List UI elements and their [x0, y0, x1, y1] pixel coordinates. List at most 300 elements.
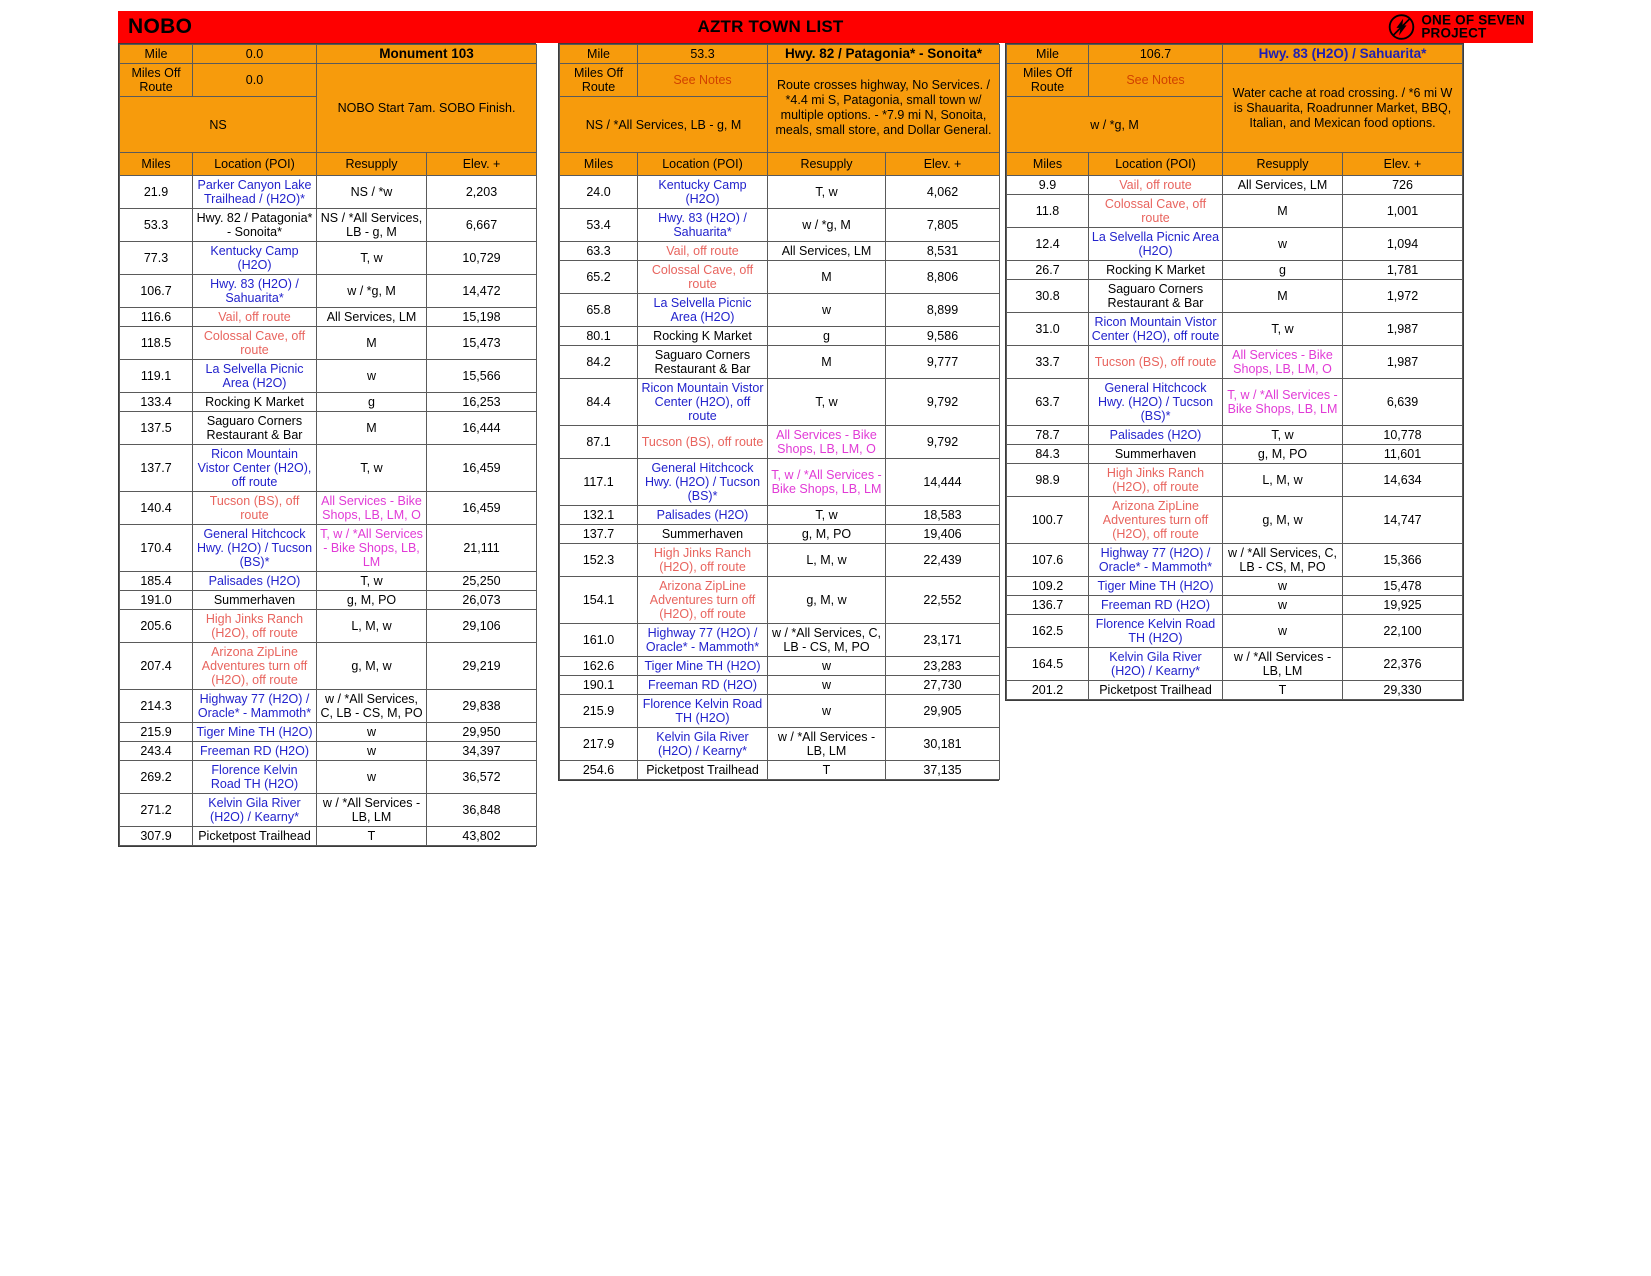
cell-elevation: 9,792	[886, 379, 1000, 426]
segment-note: Route crosses highway, No Services. / *4.4 mi S, Patagonia, small town w/ multiple options. - *7.9 mi N, Sonoita, meals, small store, and Dollar General.	[768, 64, 1000, 153]
cell-elevation: 29,219	[427, 643, 537, 690]
cell-miles: 21.9	[120, 176, 193, 209]
page-title: AZTR TOWN LIST	[697, 17, 844, 36]
cell-resupply: w / *g, M	[317, 275, 427, 308]
cell-elevation: 29,905	[886, 695, 1000, 728]
cell-location: Arizona ZipLine Adventures turn off (H2O), off route	[1089, 497, 1223, 544]
cell-location: Tiger Mine TH (H2O)	[1089, 577, 1223, 596]
cell-location: Colossal Cave, off route	[638, 261, 768, 294]
header-row-mile	[1007, 45, 1463, 64]
cell-location: Kelvin Gila River (H2O) / Kearny*	[193, 794, 317, 827]
column-header-row	[120, 153, 537, 176]
header-row-mile	[560, 45, 1000, 64]
cell-elevation: 25,250	[427, 572, 537, 591]
table-row	[120, 827, 537, 846]
table-row	[120, 525, 537, 572]
cell-resupply: w	[317, 723, 427, 742]
table-row	[120, 176, 537, 209]
table-row	[1007, 426, 1463, 445]
table-2-body	[560, 45, 1000, 780]
services-summary: w / *g, M	[1007, 97, 1223, 153]
cell-elevation: 19,925	[1343, 596, 1463, 615]
cell-miles: 116.6	[120, 308, 193, 327]
cell-resupply: L, M, w	[1223, 464, 1343, 497]
table-row	[1007, 379, 1463, 426]
cell-location: Freeman RD (H2O)	[1089, 596, 1223, 615]
mile-label: Mile	[1007, 45, 1089, 64]
cell-miles: 215.9	[120, 723, 193, 742]
cell-elevation: 16,444	[427, 412, 537, 445]
cell-location: Arizona ZipLine Adventures turn off (H2O), off route	[193, 643, 317, 690]
table-block-3	[1005, 43, 1464, 701]
cell-miles: 217.9	[560, 728, 638, 761]
cell-elevation: 4,062	[886, 176, 1000, 209]
cell-miles: 137.7	[120, 445, 193, 492]
cell-resupply: w / *All Services - LB, LM	[1223, 648, 1343, 681]
table-block-2	[558, 43, 999, 781]
cell-location: Saguaro Corners Restaurant & Bar	[638, 346, 768, 379]
table-row	[560, 261, 1000, 294]
cell-location: Tucson (BS), off route	[1089, 346, 1223, 379]
column-header-resupply: Resupply	[768, 153, 886, 176]
table-row	[560, 525, 1000, 544]
cell-elevation: 30,181	[886, 728, 1000, 761]
column-header-row	[560, 153, 1000, 176]
cell-miles: 117.1	[560, 459, 638, 506]
table-row	[1007, 544, 1463, 577]
miles-off-route-value: See Notes	[638, 64, 768, 97]
cell-location: Freeman RD (H2O)	[193, 742, 317, 761]
cell-elevation: 36,572	[427, 761, 537, 794]
miles-off-route-value: See Notes	[1089, 64, 1223, 97]
cell-elevation: 14,472	[427, 275, 537, 308]
cell-elevation: 29,106	[427, 610, 537, 643]
cell-miles: 53.4	[560, 209, 638, 242]
cell-resupply: w / *All Services, C, LB - CS, M, PO	[768, 624, 886, 657]
cell-elevation: 29,330	[1343, 681, 1463, 700]
table-row	[560, 695, 1000, 728]
cell-miles: 162.5	[1007, 615, 1089, 648]
cell-elevation: 6,639	[1343, 379, 1463, 426]
cell-resupply: T, w	[317, 242, 427, 275]
cell-location: Summerhaven	[193, 591, 317, 610]
cell-miles: 9.9	[1007, 176, 1089, 195]
cell-elevation: 26,073	[427, 591, 537, 610]
table-row	[1007, 445, 1463, 464]
cell-miles: 33.7	[1007, 346, 1089, 379]
cell-miles: 205.6	[120, 610, 193, 643]
cell-miles: 136.7	[1007, 596, 1089, 615]
table-row	[1007, 577, 1463, 596]
cell-location: Ricon Mountain Vistor Center (H2O), off route	[193, 445, 317, 492]
cell-resupply: All Services - Bike Shops, LB, LM, O	[1223, 346, 1343, 379]
cell-elevation: 15,366	[1343, 544, 1463, 577]
cell-resupply: T, w	[1223, 426, 1343, 445]
cell-resupply: g, M, w	[317, 643, 427, 690]
mile-value: 0.0	[193, 45, 317, 64]
cell-resupply: T, w	[317, 445, 427, 492]
cell-resupply: w	[317, 742, 427, 761]
column-header-location: Location (POI)	[193, 153, 317, 176]
cell-miles: 106.7	[120, 275, 193, 308]
cell-miles: 137.5	[120, 412, 193, 445]
table-row	[1007, 681, 1463, 700]
cell-miles: 243.4	[120, 742, 193, 761]
table-row	[560, 657, 1000, 676]
header-row-miles-off-route	[1007, 64, 1463, 97]
table-row	[1007, 280, 1463, 313]
cell-resupply: w / *All Services, C, LB - CS, M, PO	[317, 690, 427, 723]
cell-miles: 271.2	[120, 794, 193, 827]
cell-resupply: M	[768, 261, 886, 294]
column-header-resupply: Resupply	[1223, 153, 1343, 176]
cell-location: Rocking K Market	[193, 393, 317, 412]
miles-off-route-label: Miles Off Route	[1007, 64, 1089, 97]
cell-resupply: All Services - Bike Shops, LB, LM, O	[768, 426, 886, 459]
table-row	[120, 761, 537, 794]
cell-miles: 84.3	[1007, 445, 1089, 464]
cell-resupply: w	[768, 294, 886, 327]
nobo-label: NOBO	[128, 15, 193, 38]
cell-resupply: w / *All Services - LB, LM	[768, 728, 886, 761]
cell-location: Hwy. 83 (H2O) / Sahuarita*	[193, 275, 317, 308]
cell-elevation: 23,283	[886, 657, 1000, 676]
column-header-elev: Elev. +	[1343, 153, 1463, 176]
cell-location: High Jinks Ranch (H2O), off route	[193, 610, 317, 643]
cell-elevation: 22,100	[1343, 615, 1463, 648]
cell-location: Hwy. 82 / Patagonia* - Sonoita*	[193, 209, 317, 242]
cell-elevation: 726	[1343, 176, 1463, 195]
cell-location: General Hitchcock Hwy. (H2O) / Tucson (BS)*	[638, 459, 768, 506]
cell-miles: 207.4	[120, 643, 193, 690]
cell-resupply: M	[1223, 280, 1343, 313]
cell-elevation: 14,634	[1343, 464, 1463, 497]
table-row	[120, 591, 537, 610]
cell-miles: 214.3	[120, 690, 193, 723]
cell-elevation: 22,376	[1343, 648, 1463, 681]
mile-value: 53.3	[638, 45, 768, 64]
table-row	[560, 379, 1000, 426]
table-row	[120, 327, 537, 360]
table-row	[120, 690, 537, 723]
cell-location: Kentucky Camp (H2O)	[193, 242, 317, 275]
one-of-seven-project-logo	[1388, 14, 1525, 41]
cell-miles: 201.2	[1007, 681, 1089, 700]
table-row	[1007, 176, 1463, 195]
cell-miles: 84.2	[560, 346, 638, 379]
cell-elevation: 11,601	[1343, 445, 1463, 464]
segment-note: Water cache at road crossing. / *6 mi W is Shauarita, Roadrunner Market, BBQ, Italian, and Mexican food options.	[1223, 64, 1463, 153]
cell-elevation: 23,171	[886, 624, 1000, 657]
column-header-location: Location (POI)	[638, 153, 768, 176]
column-header-miles: Miles	[560, 153, 638, 176]
cell-location: La Selvella Picnic Area (H2O)	[638, 294, 768, 327]
cell-elevation: 9,777	[886, 346, 1000, 379]
cell-resupply: w	[1223, 596, 1343, 615]
cell-elevation: 9,586	[886, 327, 1000, 346]
table-block-1	[118, 43, 536, 847]
table-row	[1007, 464, 1463, 497]
cell-miles: 87.1	[560, 426, 638, 459]
table-row	[120, 445, 537, 492]
cell-resupply: g, M, w	[768, 577, 886, 624]
cell-location: High Jinks Ranch (H2O), off route	[1089, 464, 1223, 497]
cell-elevation: 18,583	[886, 506, 1000, 525]
table-row	[560, 544, 1000, 577]
cell-resupply: w	[768, 695, 886, 728]
cell-resupply: T	[768, 761, 886, 780]
miles-off-route-value: 0.0	[193, 64, 317, 97]
cell-miles: 65.2	[560, 261, 638, 294]
table-3-body	[1007, 45, 1463, 700]
title-banner	[118, 11, 1533, 43]
table-row	[560, 728, 1000, 761]
cell-resupply: w	[1223, 577, 1343, 596]
mile-value: 106.7	[1089, 45, 1223, 64]
cell-location: Colossal Cave, off route	[193, 327, 317, 360]
table-row	[560, 242, 1000, 261]
cell-miles: 132.1	[560, 506, 638, 525]
cell-elevation: 10,729	[427, 242, 537, 275]
cell-elevation: 16,459	[427, 445, 537, 492]
cell-miles: 12.4	[1007, 228, 1089, 261]
services-summary: NS / *All Services, LB - g, M	[560, 97, 768, 153]
table-row	[1007, 648, 1463, 681]
column-header-elev: Elev. +	[427, 153, 537, 176]
mile-label: Mile	[120, 45, 193, 64]
cell-location: Ricon Mountain Vistor Center (H2O), off route	[638, 379, 768, 426]
cell-miles: 118.5	[120, 327, 193, 360]
header-row-mile	[120, 45, 537, 64]
cell-location: Palisades (H2O)	[193, 572, 317, 591]
cell-resupply: T, w	[768, 506, 886, 525]
cell-elevation: 27,730	[886, 676, 1000, 695]
cell-miles: 30.8	[1007, 280, 1089, 313]
table-row	[120, 643, 537, 690]
cell-resupply: w / *g, M	[768, 209, 886, 242]
cell-miles: 26.7	[1007, 261, 1089, 280]
cell-elevation: 8,531	[886, 242, 1000, 261]
table-row	[120, 412, 537, 445]
cell-elevation: 22,552	[886, 577, 1000, 624]
cell-resupply: All Services, LM	[317, 308, 427, 327]
cell-resupply: w	[768, 676, 886, 695]
cell-resupply: M	[317, 327, 427, 360]
table-row	[1007, 615, 1463, 648]
cell-elevation: 6,667	[427, 209, 537, 242]
segment-title: Hwy. 83 (H2O) / Sahuarita*	[1223, 45, 1463, 64]
cell-miles: 191.0	[120, 591, 193, 610]
cell-resupply: T, w	[317, 572, 427, 591]
logo-wordmark	[1421, 12, 1525, 40]
cell-location: Vail, off route	[193, 308, 317, 327]
cell-miles: 154.1	[560, 577, 638, 624]
cell-resupply: All Services - Bike Shops, LB, LM, O	[317, 492, 427, 525]
cell-location: General Hitchcock Hwy. (H2O) / Tucson (BS)*	[1089, 379, 1223, 426]
table-row	[560, 426, 1000, 459]
town-list-table-2	[559, 44, 1000, 780]
cell-location: Tiger Mine TH (H2O)	[193, 723, 317, 742]
cell-miles: 65.8	[560, 294, 638, 327]
table-row	[1007, 313, 1463, 346]
cell-location: Rocking K Market	[638, 327, 768, 346]
column-header-elev: Elev. +	[886, 153, 1000, 176]
cell-miles: 84.4	[560, 379, 638, 426]
cell-location: Parker Canyon Lake Trailhead / (H2O)*	[193, 176, 317, 209]
table-row	[120, 275, 537, 308]
segment-title: Monument 103	[317, 45, 537, 64]
table-row	[120, 492, 537, 525]
segment-note: NOBO Start 7am. SOBO Finish.	[317, 64, 537, 153]
cell-location: Picketpost Trailhead	[1089, 681, 1223, 700]
cell-resupply: w / *All Services, C, LB - CS, M, PO	[1223, 544, 1343, 577]
cell-location: General Hitchcock Hwy. (H2O) / Tucson (BS)*	[193, 525, 317, 572]
cell-miles: 161.0	[560, 624, 638, 657]
cell-elevation: 1,094	[1343, 228, 1463, 261]
cell-location: Highway 77 (H2O) / Oracle* - Mammoth*	[193, 690, 317, 723]
cell-resupply: NS / *All Services, LB - g, M	[317, 209, 427, 242]
cell-miles: 63.7	[1007, 379, 1089, 426]
cell-location: Kentucky Camp (H2O)	[638, 176, 768, 209]
cell-resupply: L, M, w	[317, 610, 427, 643]
table-row	[120, 723, 537, 742]
cell-elevation: 19,406	[886, 525, 1000, 544]
cell-miles: 162.6	[560, 657, 638, 676]
cell-resupply: g, M, PO	[1223, 445, 1343, 464]
cell-miles: 31.0	[1007, 313, 1089, 346]
cell-location: Rocking K Market	[1089, 261, 1223, 280]
cell-resupply: g	[768, 327, 886, 346]
cell-location: Florence Kelvin Road TH (H2O)	[193, 761, 317, 794]
services-summary: NS	[120, 97, 317, 153]
table-row	[1007, 497, 1463, 544]
column-header-miles: Miles	[120, 153, 193, 176]
cell-location: La Selvella Picnic Area (H2O)	[193, 360, 317, 393]
cell-resupply: T, w	[1223, 313, 1343, 346]
table-row	[120, 572, 537, 591]
town-list-table-3	[1006, 44, 1463, 700]
table-row	[560, 506, 1000, 525]
table-row	[1007, 346, 1463, 379]
cell-elevation: 16,253	[427, 393, 537, 412]
cell-resupply: M	[768, 346, 886, 379]
table-row	[120, 742, 537, 761]
cell-miles: 254.6	[560, 761, 638, 780]
cell-location: Kelvin Gila River (H2O) / Kearny*	[638, 728, 768, 761]
cell-location: Florence Kelvin Road TH (H2O)	[638, 695, 768, 728]
column-header-resupply: Resupply	[317, 153, 427, 176]
cell-location: Saguaro Corners Restaurant & Bar	[1089, 280, 1223, 313]
cell-elevation: 1,987	[1343, 346, 1463, 379]
cell-resupply: M	[317, 412, 427, 445]
cell-resupply: w	[317, 360, 427, 393]
cell-miles: 80.1	[560, 327, 638, 346]
table-row	[1007, 195, 1463, 228]
miles-off-route-label: Miles Off Route	[120, 64, 193, 97]
cell-miles: 100.7	[1007, 497, 1089, 544]
cell-miles: 140.4	[120, 492, 193, 525]
table-row	[560, 176, 1000, 209]
column-header-location: Location (POI)	[1089, 153, 1223, 176]
cell-elevation: 34,397	[427, 742, 537, 761]
table-row	[1007, 228, 1463, 261]
cell-resupply: NS / *w	[317, 176, 427, 209]
mile-label: Mile	[560, 45, 638, 64]
cell-resupply: w / *All Services - LB, LM	[317, 794, 427, 827]
cell-elevation: 14,444	[886, 459, 1000, 506]
cell-miles: 11.8	[1007, 195, 1089, 228]
cell-location: Picketpost Trailhead	[193, 827, 317, 846]
cell-miles: 63.3	[560, 242, 638, 261]
cell-elevation: 29,838	[427, 690, 537, 723]
cell-elevation: 9,792	[886, 426, 1000, 459]
cell-location: Palisades (H2O)	[638, 506, 768, 525]
segment-title: Hwy. 82 / Patagonia* - Sonoita*	[768, 45, 1000, 64]
table-row	[120, 610, 537, 643]
column-header-miles: Miles	[1007, 153, 1089, 176]
cell-resupply: T, w	[768, 379, 886, 426]
table-row	[120, 393, 537, 412]
cell-location: Saguaro Corners Restaurant & Bar	[193, 412, 317, 445]
cell-location: Tiger Mine TH (H2O)	[638, 657, 768, 676]
cell-resupply: g, M, PO	[768, 525, 886, 544]
cell-elevation: 14,747	[1343, 497, 1463, 544]
cell-miles: 215.9	[560, 695, 638, 728]
cell-elevation: 37,135	[886, 761, 1000, 780]
cell-elevation: 2,203	[427, 176, 537, 209]
cell-elevation: 21,111	[427, 525, 537, 572]
logo-line-2: PROJECT	[1421, 25, 1487, 40]
cell-location: La Selvella Picnic Area (H2O)	[1089, 228, 1223, 261]
miles-off-route-label: Miles Off Route	[560, 64, 638, 97]
cell-miles: 119.1	[120, 360, 193, 393]
cell-elevation: 8,899	[886, 294, 1000, 327]
cell-miles: 164.5	[1007, 648, 1089, 681]
cell-elevation: 16,459	[427, 492, 537, 525]
table-row	[560, 577, 1000, 624]
cell-resupply: g	[317, 393, 427, 412]
cell-location: Kelvin Gila River (H2O) / Kearny*	[1089, 648, 1223, 681]
cell-resupply: T, w / *All Services - Bike Shops, LB, LM	[768, 459, 886, 506]
cell-location: Freeman RD (H2O)	[638, 676, 768, 695]
cell-miles: 109.2	[1007, 577, 1089, 596]
cell-resupply: w	[1223, 228, 1343, 261]
cell-location: Summerhaven	[1089, 445, 1223, 464]
table-row	[560, 459, 1000, 506]
table-row	[560, 624, 1000, 657]
cell-resupply: T, w / *All Services - Bike Shops, LB, LM	[317, 525, 427, 572]
cell-resupply: T	[1223, 681, 1343, 700]
cell-resupply: g	[1223, 261, 1343, 280]
cell-miles: 152.3	[560, 544, 638, 577]
cell-elevation: 43,802	[427, 827, 537, 846]
cell-elevation: 36,848	[427, 794, 537, 827]
cell-miles: 185.4	[120, 572, 193, 591]
cell-resupply: T, w / *All Services - Bike Shops, LB, LM	[1223, 379, 1343, 426]
cell-location: Picketpost Trailhead	[638, 761, 768, 780]
cell-elevation: 8,806	[886, 261, 1000, 294]
cell-resupply: All Services, LM	[768, 242, 886, 261]
cell-location: Vail, off route	[1089, 176, 1223, 195]
cell-elevation: 1,001	[1343, 195, 1463, 228]
cell-elevation: 15,473	[427, 327, 537, 360]
cell-miles: 24.0	[560, 176, 638, 209]
cell-resupply: T, w	[768, 176, 886, 209]
table-row	[560, 209, 1000, 242]
cell-location: Summerhaven	[638, 525, 768, 544]
cell-miles: 78.7	[1007, 426, 1089, 445]
cell-miles: 137.7	[560, 525, 638, 544]
